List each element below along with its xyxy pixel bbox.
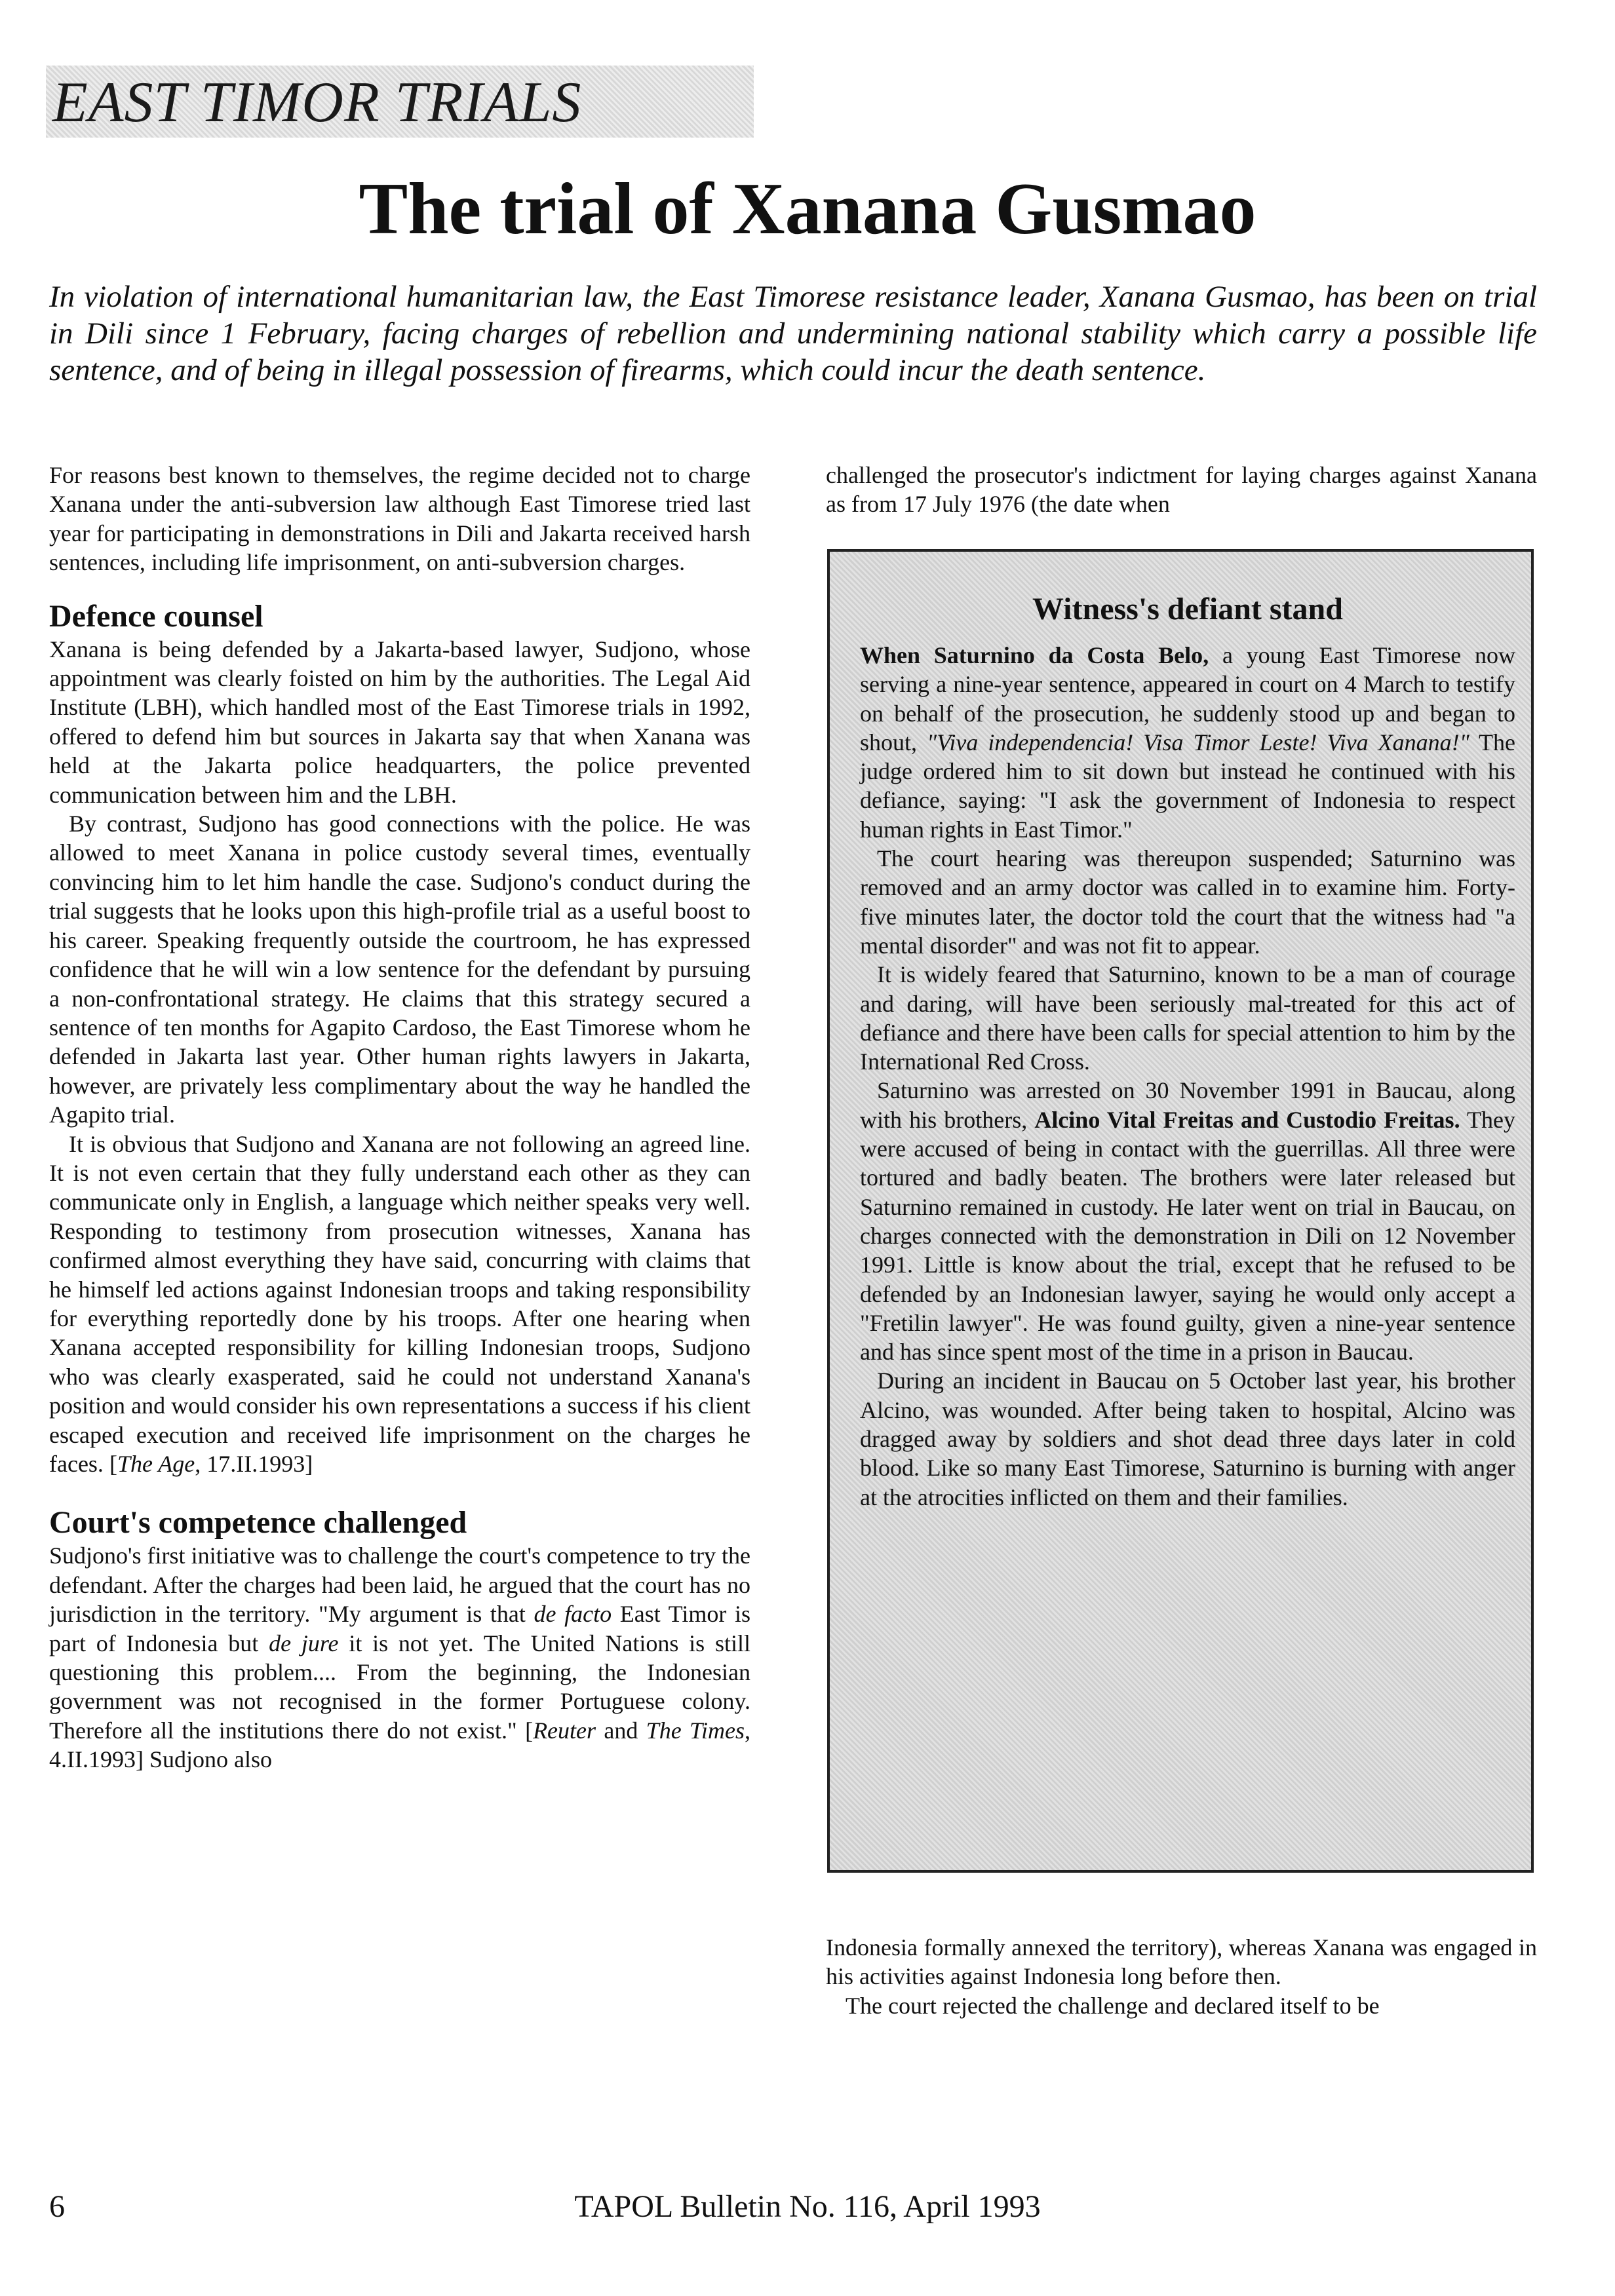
defence-paragraph-3-text: It is obvious that Sudjono and Xanana are not following an agreed line. It is not even certain that they fully understand each other as they can communicate only in English, a language which neither speaks very well. Responding to testimony from prosecution witnesses, Xanana has confirmed almost everything they have said, concurring with claims that he himself led actions against Indonesian troops and taking responsibility for everything reportedly done by his troops. After one hearing when Xanana accepted responsibility for killing Indonesian troops, Sudjono who was clearly exasperated, said he could not understand Xanana's position and would consider his own representations a success if his client escaped execution and received life imprisonment on the charges he faces.: [49, 1130, 750, 1477]
intro-paragraph: For reasons best known to themselves, the regime decided not to charge Xanana under the anti-subversion law although East Timorese tried last year for participating in demonstrations in Dili and Jakarta received harsh sentences, including life imprisonment, on anti-subversion charges.: [49, 462, 750, 576]
page-title: The trial of Xanana Gusmao: [359, 168, 1256, 250]
sidebar-box: [827, 549, 1534, 1873]
competence-paragraph: Sudjono's first initiative was to challenge the court's competence to try the defendant. After the charges had been laid, he argued that the court has no jurisdiction in the territory. "My argument is that de facto East Timor is part of Indonesia but de jure it is not yet. The United Nations is still questioning this problem.... From the beginning, the Indonesian government was not recognised in the former Portuguese colony. Therefore all the institutions there do not exist." [Reuter and The Times, 4.II.1993] Sudjono also: [49, 1542, 751, 1773]
sidebar-quote: "Viva independencia! Visa Timor Leste! Viva Xanana!": [926, 729, 1469, 756]
citation-source-reuter: Reuter: [533, 1717, 596, 1744]
defence-paragraph-3: It is obvious that Sudjono and Xanana are not following an agreed line. It is not even certain that they fully understand each other as they can communicate only in English, a language which neither speaks very well. Responding to testimony from prosecution witnesses, Xanana has confirmed almost everything they have said, concurring with claims that he himself led actions against Indonesian troops and taking responsibility for everything reportedly done by his troops. After one hearing when Xanana accepted responsibility for killing Indonesian troops, Sudjono who was clearly exasperated, said he could not understand Xanana's position and would consider his own representations a success if his client escaped execution and received life imprisonment on the charges he faces. [The Age, 17.II.1993]: [49, 1130, 750, 1477]
sidebar-paragraph-3: It is widely feared that Saturnino, known to be a man of courage and daring, will have been seriously mal-treated for this act of defiance and there have been calls for special attention to him by the International Red Cross.: [860, 961, 1515, 1075]
sidebar-paragraph-4: [860, 1076, 1515, 1366]
brothers-names: Alcino Vital Freitas and Custodio Freitas.: [1034, 1106, 1460, 1133]
sidebar-paragraph-2: The court hearing was thereupon suspended; Saturnino was removed and an army doctor was called in to examine him. Forty-five minutes later, the doctor told the court that the witness had "a mental disorder" and was not fit to appear.: [860, 845, 1515, 959]
defence-paragraph-1: Xanana is being defended by a Jakarta-based lawyer, Sudjono, whose appointment was clearly foisted on him by the authorities. The Legal Aid Institute (LBH), which handled most of the East Timorese trials in 1992, offered to defend him but sources in Jakarta say that when Xanana was held at the Jakarta police headquarters, the police prevented communication between him and the LBH.: [49, 636, 750, 808]
sidebar-paragraph-1: [860, 641, 1515, 844]
sidebar-paragraph-1-text-b: The judge ordered him to sit down but instead he continued with his defiance, saying: "I ask the government of Indonesia to respect human rights in East Timor.": [860, 729, 1515, 843]
citation-date-2: 4.II.1993: [49, 1746, 136, 1773]
right-column-bottom-paragraph-2: The court rejected the challenge and declared itself to be: [846, 1992, 1380, 2019]
sidebar-paragraph-4-text-b: They were accused of being in contact with the guerrillas. All three were tortured and badly beaten. The brothers were later released but Saturnino remained in custody. He later went on trial in Baucau, on charges connected with the demonstration in Dili on 12 November 1991. Little is know about the trial, except that he refused to be defended by an Indonesian lawyer, saying he would only accept a "Fretilin lawyer". He was found guilty, given a nine-year sentence and has since spent most of the time in a prison in Baucau.: [860, 1106, 1516, 1366]
competence-italic-de-jure: de jure: [269, 1630, 339, 1656]
right-column-top: [826, 461, 1537, 519]
defence-paragraph-2: By contrast, Sudjono has good connections with the police. He was allowed to meet Xanana in police custody several times, eventually convincing him to let him handle the case. Sudjono's conduct during the trial suggests that he looks upon this high-profile trial as a useful boost to his career. Speaking frequently outside the courtroom, he has expressed confidence that he will win a low sentence for the defendant by pursuing a non-confrontational strategy. He claims that this strategy secured a sentence of ten months for Agapito Cardoso, the East Timorese whom he defended in Jakarta last year. Other human rights lawyers in Jakarta, however, are privately less complimentary about the way he handled the Agapito trial.: [49, 811, 750, 1128]
section-tag: [46, 66, 754, 138]
right-column-bottom-paragraph-1: Indonesia formally annexed the territory), whereas Xanana was engaged in his activities against Indonesia long before then.: [826, 1934, 1537, 1990]
sidebar-paragraph-4-text-a: Saturnino was arrested on 30 November 1991 in Baucau, along with his brothers,: [860, 1077, 1515, 1133]
defence-counsel-heading: Defence counsel: [49, 598, 263, 634]
competence-text-c: it is not yet. The United Nations is still questioning this problem.... From the beginning, the Indonesian government was not recognised in the former Portuguese colony. Therefore all the institutions there do not exist.": [49, 1630, 750, 1744]
left-column: [49, 461, 750, 1774]
citation-date: 17.II.1993: [206, 1451, 305, 1477]
sidebar-title: Witness's defiant stand: [1032, 592, 1343, 626]
citation-source: The Age: [117, 1451, 195, 1477]
competence-text-b: East Timor is part of Indonesia but: [49, 1601, 751, 1656]
competence-text-a: Sudjono's first initiative was to challenge the court's competence to try the defendant. After the charges had been laid, he argued that the court has no jurisdiction in the territory. "My argument is that: [49, 1542, 750, 1628]
competence-italic-de-facto: de facto: [534, 1601, 612, 1628]
publication-info: TAPOL Bulletin No. 116, April 1993: [574, 2189, 1041, 2224]
sidebar-paragraph-1-text-a: a young East Timorese now serving a nine-year sentence, appeared in court on 4 March to testify on behalf of the prosecution, he suddenly stood up and began to shout,: [860, 642, 1515, 756]
citation-source-times: The Times: [646, 1717, 745, 1744]
page-number: 6: [49, 2189, 65, 2224]
right-column-bottom: [826, 1933, 1537, 2020]
witness-name: When Saturnino da Costa Belo,: [860, 642, 1209, 668]
right-column-top-text: challenged the prosecutor's indictment for laying charges against Xanana as from 17 July 1976 (the date when: [826, 462, 1537, 518]
standfirst: In violation of international humanitarian law, the East Timorese resistance leader, Xanana Gusmao, has been on trial in Dili since 1 February, facing charges of rebellion and undermining national stability which carry a possible life sentence, and of being in illegal possession of firearms, which could incur the death sentence.: [49, 280, 1537, 387]
sidebar-body: [860, 641, 1515, 1512]
sidebar-paragraph-5: During an incident in Baucau on 5 October last year, his brother Alcino, was wounded. After being taken to hospital, Alcino was dragged away by soldiers and shot dead three days later in cold blood. Like so many East Timorese, Saturnino is burning with anger at the atrocities inflicted on them and their families.: [860, 1368, 1515, 1510]
section-tag-label: EAST TIMOR TRIALS: [52, 71, 582, 134]
citation-and: and: [604, 1717, 638, 1744]
court-competence-heading: Court's competence challenged: [49, 1505, 467, 1540]
competence-text-d: Sudjono also: [149, 1746, 272, 1773]
